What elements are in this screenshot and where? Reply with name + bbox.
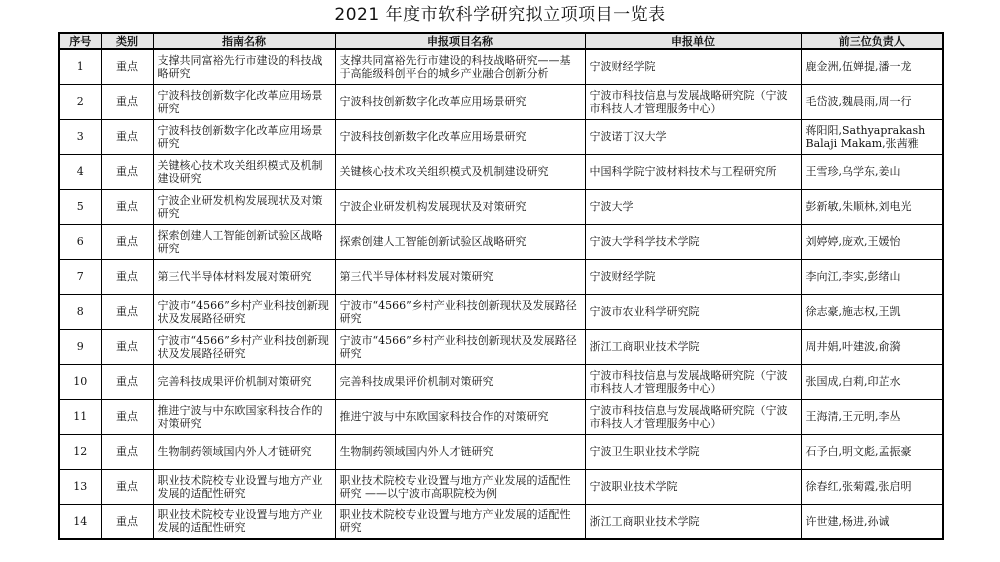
cell-project-name: 推进宁波与中东欧国家科技合作的对策研究 (335, 399, 585, 434)
table-row (59, 434, 943, 469)
page-title: 2021 年度市软科学研究拟立项项目一览表 (334, 5, 666, 25)
table-row (59, 399, 943, 434)
cell-category: 重点 (101, 469, 153, 504)
cell-unit: 宁波职业技术学院 (585, 469, 801, 504)
cell-guide-name: 第三代半导体材料发展对策研究 (153, 259, 335, 294)
cell-project-name: 宁波企业研发机构发展现状及对策研究 (335, 189, 585, 224)
cell-category: 重点 (101, 189, 153, 224)
cell-guide-name: 完善科技成果评价机制对策研究 (153, 364, 335, 399)
cell-guide-name: 宁波企业研发机构发展现状及对策研究 (153, 189, 335, 224)
table-row (59, 469, 943, 504)
cell-category: 重点 (101, 119, 153, 154)
cell-number: 5 (59, 189, 101, 224)
cell-unit: 宁波大学科学技术学院 (585, 224, 801, 259)
cell-guide-name: 职业技术院校专业设置与地方产业发展的适配性研究 (153, 469, 335, 504)
table-row (59, 49, 943, 84)
cell-guide-name: 宁波市“4566”乡村产业科技创新现状及发展路径研究 (153, 329, 335, 364)
cell-project-name: 第三代半导体材料发展对策研究 (335, 259, 585, 294)
cell-category: 重点 (101, 399, 153, 434)
cell-project-name: 宁波科技创新数字化改革应用场景研究 (335, 84, 585, 119)
cell-number: 7 (59, 259, 101, 294)
cell-category: 重点 (101, 294, 153, 329)
header-leaders: 前三位负责人 (801, 33, 943, 49)
table-header-row (59, 33, 943, 49)
cell-number: 3 (59, 119, 101, 154)
header-category: 类别 (101, 33, 153, 49)
table-row (59, 119, 943, 154)
cell-leaders: 彭新敏,朱顺林,刘电光 (801, 189, 943, 224)
cell-project-name: 完善科技成果评价机制对策研究 (335, 364, 585, 399)
header-unit: 申报单位 (585, 33, 801, 49)
cell-project-name: 探索创建人工智能创新试验区战略研究 (335, 224, 585, 259)
cell-leaders: 鹿金洲,伍婵提,潘一龙 (801, 49, 943, 84)
cell-unit: 宁波卫生职业技术学院 (585, 434, 801, 469)
cell-leaders: 毛岱波,魏晨雨,周一行 (801, 84, 943, 119)
cell-guide-name: 宁波科技创新数字化改革应用场景研究 (153, 119, 335, 154)
cell-unit: 宁波市科技信息与发展战略研究院（宁波市科技人才管理服务中心） (585, 84, 801, 119)
table-row (59, 189, 943, 224)
cell-unit: 宁波市科技信息与发展战略研究院（宁波市科技人才管理服务中心） (585, 364, 801, 399)
table-row (59, 329, 943, 364)
cell-number: 1 (59, 49, 101, 84)
cell-guide-name: 推进宁波与中东欧国家科技合作的对策研究 (153, 399, 335, 434)
cell-unit: 宁波市科技信息与发展战略研究院（宁波市科技人才管理服务中心） (585, 399, 801, 434)
cell-category: 重点 (101, 259, 153, 294)
cell-leaders: 张国成,白莉,印芷水 (801, 364, 943, 399)
cell-leaders: 许世建,杨进,孙诚 (801, 504, 943, 539)
table-row (59, 364, 943, 399)
cell-number: 9 (59, 329, 101, 364)
cell-project-name: 宁波市“4566”乡村产业科技创新现状及发展路径研究 (335, 329, 585, 364)
cell-project-name: 宁波市“4566”乡村产业科技创新现状及发展路径研究 (335, 294, 585, 329)
header-number: 序号 (59, 33, 101, 49)
header-guide-name: 指南名称 (153, 33, 335, 49)
cell-leaders: 周井娟,叶建波,俞漪 (801, 329, 943, 364)
cell-leaders: 徐志豪,施志权,王凯 (801, 294, 943, 329)
cell-unit: 宁波大学 (585, 189, 801, 224)
cell-project-name: 职业技术院校专业设置与地方产业发展的适配性研究 ——以宁波市高职院校为例 (335, 469, 585, 504)
cell-number: 8 (59, 294, 101, 329)
cell-guide-name: 关键核心技术攻关组织模式及机制建设研究 (153, 154, 335, 189)
table-row (59, 224, 943, 259)
cell-unit: 宁波诺丁汉大学 (585, 119, 801, 154)
cell-guide-name: 生物制药领域国内外人才链研究 (153, 434, 335, 469)
project-table (58, 32, 944, 540)
cell-category: 重点 (101, 84, 153, 119)
cell-unit: 中国科学院宁波材料技术与工程研究所 (585, 154, 801, 189)
cell-project-name: 生物制药领域国内外人才链研究 (335, 434, 585, 469)
table-row (59, 154, 943, 189)
table-row (59, 294, 943, 329)
header-project-name: 申报项目名称 (335, 33, 585, 49)
cell-unit: 宁波财经学院 (585, 49, 801, 84)
cell-category: 重点 (101, 49, 153, 84)
cell-category: 重点 (101, 434, 153, 469)
cell-leaders: 蒋阳阳,Sathyaprakash Balaji Makam,张茜雅 (801, 119, 943, 154)
cell-number: 4 (59, 154, 101, 189)
cell-category: 重点 (101, 224, 153, 259)
cell-category: 重点 (101, 364, 153, 399)
cell-guide-name: 探索创建人工智能创新试验区战略研究 (153, 224, 335, 259)
cell-guide-name: 支撑共同富裕先行市建设的科技战略研究 (153, 49, 335, 84)
cell-guide-name: 职业技术院校专业设置与地方产业发展的适配性研究 (153, 504, 335, 539)
cell-leaders: 石予白,明文彪,孟振豪 (801, 434, 943, 469)
cell-leaders: 王雪珍,乌学东,姜山 (801, 154, 943, 189)
cell-number: 6 (59, 224, 101, 259)
cell-number: 11 (59, 399, 101, 434)
cell-number: 13 (59, 469, 101, 504)
cell-leaders: 王海清,王元明,李丛 (801, 399, 943, 434)
cell-guide-name: 宁波市“4566”乡村产业科技创新现状及发展路径研究 (153, 294, 335, 329)
cell-leaders: 徐春红,张菊霞,张启明 (801, 469, 943, 504)
cell-category: 重点 (101, 154, 153, 189)
cell-project-name: 支撑共同富裕先行市建设的科技战略研究——基于高能级科创平台的城乡产业融合创新分析 (335, 49, 585, 84)
cell-leaders: 李向江,李实,彭绪山 (801, 259, 943, 294)
table-row (59, 504, 943, 539)
cell-category: 重点 (101, 329, 153, 364)
cell-leaders: 刘婷婷,庞欢,王媛怡 (801, 224, 943, 259)
cell-unit: 浙江工商职业技术学院 (585, 329, 801, 364)
cell-unit: 宁波市农业科学研究院 (585, 294, 801, 329)
cell-unit: 浙江工商职业技术学院 (585, 504, 801, 539)
table-row (59, 84, 943, 119)
cell-project-name: 宁波科技创新数字化改革应用场景研究 (335, 119, 585, 154)
cell-number: 12 (59, 434, 101, 469)
cell-guide-name: 宁波科技创新数字化改革应用场景研究 (153, 84, 335, 119)
cell-number: 10 (59, 364, 101, 399)
cell-number: 14 (59, 504, 101, 539)
table-row (59, 259, 943, 294)
cell-category: 重点 (101, 504, 153, 539)
cell-project-name: 职业技术院校专业设置与地方产业发展的适配性研究 (335, 504, 585, 539)
cell-unit: 宁波财经学院 (585, 259, 801, 294)
cell-number: 2 (59, 84, 101, 119)
cell-project-name: 关键核心技术攻关组织模式及机制建设研究 (335, 154, 585, 189)
